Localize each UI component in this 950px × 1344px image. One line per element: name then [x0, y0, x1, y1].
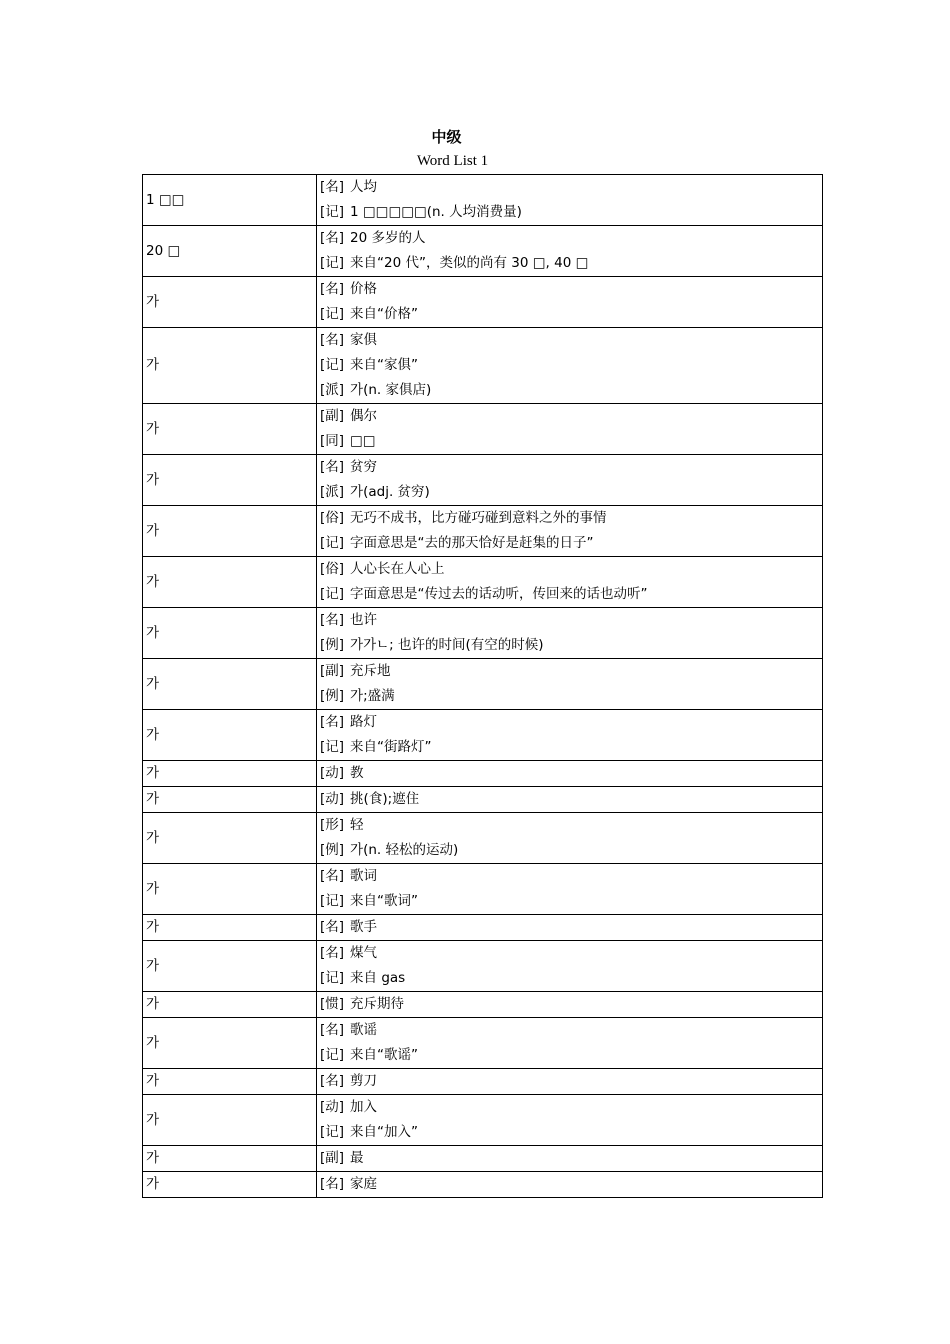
definition-line	[320, 353, 819, 378]
definition-text: 来自“歌词”	[350, 893, 419, 909]
word-list-table	[142, 174, 823, 1198]
table-row	[143, 1069, 823, 1095]
definition-cell	[317, 992, 823, 1018]
definition-line	[320, 735, 819, 760]
table-row	[143, 226, 823, 277]
table-row	[143, 1172, 823, 1198]
definition-text: 偶尔	[350, 408, 378, 424]
definition-cell	[317, 659, 823, 710]
definition-text: 来自“20 代”，类似的尚有 30 □, 40 □	[350, 255, 589, 271]
definition-line	[320, 761, 819, 786]
definition-text: 来自“歌谣”	[350, 1047, 419, 1063]
table-row	[143, 761, 823, 787]
definition-line	[320, 226, 819, 251]
definition-line	[320, 787, 819, 812]
definition-line	[320, 1120, 819, 1145]
definition-tag: [记]	[320, 586, 345, 602]
definition-tag: [记]	[320, 739, 345, 755]
definition-tag: [动]	[320, 1099, 345, 1115]
definition-line	[320, 1146, 819, 1171]
definition-cell	[317, 557, 823, 608]
word-cell: 가	[143, 941, 317, 992]
word-cell: 20 □	[143, 226, 317, 277]
definition-line	[320, 710, 819, 735]
word-cell: 가	[143, 915, 317, 941]
definition-text: 充斥地	[350, 663, 391, 679]
table-row	[143, 787, 823, 813]
definition-line	[320, 531, 819, 556]
definition-tag: [名]	[320, 945, 345, 961]
definition-cell	[317, 1069, 823, 1095]
definition-cell	[317, 277, 823, 328]
definition-tag: [动]	[320, 791, 345, 807]
word-cell: 가	[143, 608, 317, 659]
definition-cell	[317, 1146, 823, 1172]
definition-text: 来自“加入”	[350, 1124, 419, 1140]
definition-tag: [例]	[320, 637, 345, 653]
definition-tag: [名]	[320, 281, 345, 297]
definition-cell	[317, 226, 823, 277]
definition-line	[320, 328, 819, 353]
definition-cell	[317, 1018, 823, 1069]
definition-cell	[317, 813, 823, 864]
definition-line	[320, 992, 819, 1017]
definition-tag: [记]	[320, 1124, 345, 1140]
definition-tag: [记]	[320, 357, 345, 373]
table-row	[143, 659, 823, 710]
definition-line	[320, 813, 819, 838]
definition-line	[320, 302, 819, 327]
definition-text: 挑(食);遮住	[350, 791, 420, 807]
definition-text: 剪刀	[350, 1073, 378, 1089]
definition-line	[320, 1018, 819, 1043]
definition-text: 来自“家俱”	[350, 357, 419, 373]
definition-tag: [俗]	[320, 510, 345, 526]
definition-text: 教	[350, 765, 364, 781]
table-row	[143, 992, 823, 1018]
word-cell: 가	[143, 864, 317, 915]
definition-line	[320, 889, 819, 914]
word-cell: 가	[143, 659, 317, 710]
definition-text: 无巧不成书，比方碰巧碰到意料之外的事情	[350, 510, 607, 526]
definition-text: 家庭	[350, 1176, 378, 1192]
definition-text: 가;盛满	[350, 688, 395, 704]
definition-tag: [名]	[320, 459, 345, 475]
word-cell: 가	[143, 787, 317, 813]
definition-line	[320, 915, 819, 940]
word-cell: 가	[143, 1146, 317, 1172]
table-row	[143, 864, 823, 915]
definition-tag: [名]	[320, 612, 345, 628]
definition-line	[320, 684, 819, 709]
definition-tag: [副]	[320, 1150, 345, 1166]
definition-text: 轻	[350, 817, 364, 833]
definition-cell	[317, 1172, 823, 1198]
definition-tag: [名]	[320, 714, 345, 730]
definition-text: 가(n. 轻松的运动)	[350, 842, 459, 858]
definition-line	[320, 1069, 819, 1094]
definition-cell	[317, 175, 823, 226]
definition-cell	[317, 328, 823, 404]
word-cell: 가	[143, 761, 317, 787]
word-cell: 가	[143, 813, 317, 864]
definition-line	[320, 864, 819, 889]
definition-tag: [名]	[320, 1176, 345, 1192]
definition-tag: [名]	[320, 230, 345, 246]
definition-text: 来自“价格”	[350, 306, 419, 322]
table-row	[143, 941, 823, 992]
definition-line	[320, 378, 819, 403]
word-cell: 가	[143, 277, 317, 328]
definition-tag: [俗]	[320, 561, 345, 577]
definition-text: 加入	[350, 1099, 378, 1115]
definition-tag: [记]	[320, 1047, 345, 1063]
word-cell: 가	[143, 455, 317, 506]
definition-text: 歌词	[350, 868, 378, 884]
definition-text: 也许	[350, 612, 378, 628]
definition-text: 歌谣	[350, 1022, 378, 1038]
definition-cell	[317, 404, 823, 455]
definition-cell	[317, 915, 823, 941]
word-cell: 가	[143, 992, 317, 1018]
definition-tag: [副]	[320, 663, 345, 679]
definition-text: 人心长在人心上	[350, 561, 445, 577]
word-cell: 가	[143, 557, 317, 608]
definition-text: 가(n. 家俱店)	[350, 382, 432, 398]
table-row	[143, 1095, 823, 1146]
definition-text: 家俱	[350, 332, 378, 348]
table-row	[143, 175, 823, 226]
definition-text: 煤气	[350, 945, 378, 961]
definition-tag: [记]	[320, 204, 345, 220]
definition-text: 字面意思是“传过去的话动听，传回来的话也动听”	[350, 586, 648, 602]
definition-tag: [名]	[320, 1073, 345, 1089]
definition-tag: [名]	[320, 1022, 345, 1038]
definition-cell	[317, 710, 823, 761]
definition-text: 最	[350, 1150, 364, 1166]
table-row	[143, 813, 823, 864]
definition-line	[320, 557, 819, 582]
definition-tag: [派]	[320, 484, 345, 500]
definition-line	[320, 608, 819, 633]
table-row	[143, 328, 823, 404]
word-cell: 가	[143, 328, 317, 404]
definition-line	[320, 251, 819, 276]
definition-cell	[317, 608, 823, 659]
definition-line	[320, 506, 819, 531]
definition-text: 1 □□□□□(n. 人均消费量)	[350, 204, 522, 220]
definition-tag: [名]	[320, 919, 345, 935]
definition-tag: [形]	[320, 817, 345, 833]
definition-line	[320, 277, 819, 302]
definition-tag: [名]	[320, 332, 345, 348]
table-row	[143, 506, 823, 557]
definition-tag: [动]	[320, 765, 345, 781]
definition-line	[320, 200, 819, 225]
definition-cell	[317, 787, 823, 813]
definition-cell	[317, 761, 823, 787]
definition-tag: [副]	[320, 408, 345, 424]
definition-text: 来自 gas	[350, 970, 406, 986]
definition-cell	[317, 455, 823, 506]
definition-line	[320, 1043, 819, 1068]
definition-text: 价格	[350, 281, 378, 297]
definition-tag: [名]	[320, 868, 345, 884]
definition-line	[320, 659, 819, 684]
definition-tag: [惯]	[320, 996, 345, 1012]
table-row	[143, 915, 823, 941]
definition-line	[320, 941, 819, 966]
table-row	[143, 277, 823, 328]
definition-cell	[317, 941, 823, 992]
definition-text: 人均	[350, 179, 378, 195]
word-cell: 가	[143, 404, 317, 455]
definition-tag: [名]	[320, 179, 345, 195]
definition-text: 充斥期待	[350, 996, 405, 1012]
definition-line	[320, 1172, 819, 1197]
word-cell: 1 □□	[143, 175, 317, 226]
definition-line	[320, 582, 819, 607]
definition-text: 路灯	[350, 714, 378, 730]
definition-cell	[317, 1095, 823, 1146]
definition-tag: [同]	[320, 433, 345, 449]
table-row	[143, 455, 823, 506]
definition-tag: [记]	[320, 306, 345, 322]
definition-text: □□	[350, 433, 376, 449]
definition-text: 가(adj. 贫穷)	[350, 484, 430, 500]
definition-tag: [例]	[320, 842, 345, 858]
table-row	[143, 608, 823, 659]
definition-text: 20 多岁的人	[350, 230, 426, 246]
definition-tag: [例]	[320, 688, 345, 704]
page-subtitle: Word List 1	[416, 153, 489, 169]
table-row	[143, 1146, 823, 1172]
table-row	[143, 557, 823, 608]
definition-tag: [记]	[320, 893, 345, 909]
word-cell: 가	[143, 1172, 317, 1198]
table-row	[143, 710, 823, 761]
definition-tag: [记]	[320, 970, 345, 986]
word-cell: 가	[143, 1069, 317, 1095]
definition-line	[320, 966, 819, 991]
definition-tag: [记]	[320, 535, 345, 551]
table-row	[143, 1018, 823, 1069]
definition-tag: [记]	[320, 255, 345, 271]
word-cell: 가	[143, 1018, 317, 1069]
definition-line	[320, 1095, 819, 1120]
definition-cell	[317, 506, 823, 557]
table-row	[143, 404, 823, 455]
word-cell: 가	[143, 710, 317, 761]
definition-cell	[317, 864, 823, 915]
definition-line	[320, 429, 819, 454]
definition-line	[320, 455, 819, 480]
page-title: 中级	[431, 128, 462, 146]
definition-line	[320, 175, 819, 200]
definition-line	[320, 404, 819, 429]
definition-text: 가가ㄴ; 也许的时间(有空的时候)	[350, 637, 544, 653]
definition-text: 来自“街路灯”	[350, 739, 432, 755]
definition-line	[320, 838, 819, 863]
definition-line	[320, 480, 819, 505]
word-cell: 가	[143, 1095, 317, 1146]
word-list-body	[143, 175, 823, 1198]
definition-text: 歌手	[350, 919, 378, 935]
definition-line	[320, 633, 819, 658]
definition-text: 字面意思是“去的那天恰好是赶集的日子”	[350, 535, 594, 551]
word-cell: 가	[143, 506, 317, 557]
definition-tag: [派]	[320, 382, 345, 398]
definition-text: 贫穷	[350, 459, 378, 475]
